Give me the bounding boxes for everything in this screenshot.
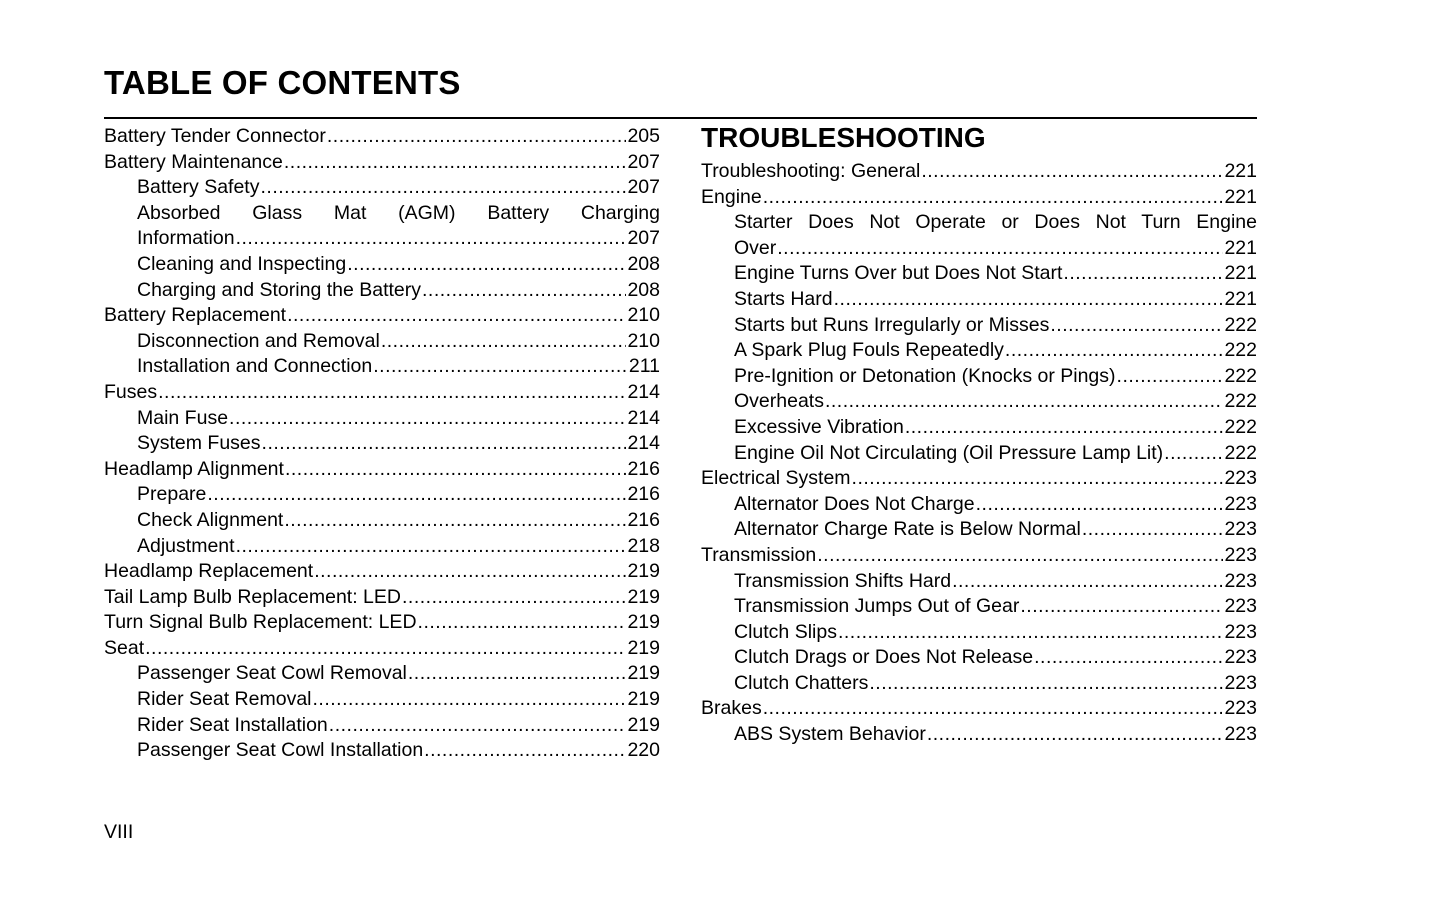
section-heading: TROUBLESHOOTING [701,122,986,153]
toc-entry[interactable] [104,713,660,739]
toc-entry[interactable] [701,364,1257,390]
toc-entry-label: Engine [701,185,762,208]
toc-entry-label: Information [137,227,235,250]
toc-entry-page: 220 [627,739,660,762]
toc-entry-page: 219 [627,560,660,583]
dot-leader [381,329,627,355]
toc-entry-page: 223 [1224,620,1257,643]
toc-entry-label: Battery Safety [137,176,260,199]
toc-entry-label: Engine Oil Not Circulating (Oil Pressure Lamp Lit) [734,441,1164,464]
toc-entry-page: 222 [1224,339,1257,362]
toc-entry-page: 219 [627,662,660,685]
toc-entry-label: Seat [104,636,145,659]
toc-entry-label: Installation and Connection [137,355,373,378]
toc-entry-page: 222 [1224,441,1257,464]
toc-entry[interactable] [701,313,1257,339]
toc-entry[interactable] [104,201,660,227]
toc-entry[interactable] [104,508,660,534]
dot-leader [373,354,628,380]
toc-entry[interactable] [104,329,660,355]
toc-entry-label: Battery Replacement [104,304,287,327]
dot-leader [314,559,626,585]
dot-leader [825,389,1223,415]
toc-entry[interactable] [701,338,1257,364]
dot-leader [1063,261,1223,287]
dot-leader [869,671,1223,697]
toc-entry-page: 214 [627,432,660,455]
toc-entry[interactable] [701,594,1257,620]
toc-entry-page: 223 [1224,723,1257,746]
toc-entry-page: 221 [1224,236,1257,259]
toc-entry-label: Clutch Chatters [734,671,869,694]
toc-entry[interactable] [701,517,1257,543]
toc-entry-page: 221 [1224,262,1257,285]
toc-entry-page: 205 [627,125,660,147]
toc-entry-label: Engine Turns Over but Does Not Start [734,262,1063,285]
toc-entry[interactable] [701,415,1257,441]
dot-leader [402,585,626,611]
dot-leader [1082,517,1224,543]
toc-entry-label: Starts but Runs Irregularly or Misses [734,313,1050,336]
toc-entry-page: 221 [1224,185,1257,208]
dot-leader [408,661,627,687]
title-divider [104,117,1257,119]
dot-leader [284,150,627,176]
toc-entry-label: Rider Seat Removal [137,688,312,711]
dot-leader [262,431,627,457]
toc-entry-page: 219 [627,585,660,608]
toc-entry-page: 219 [627,713,660,736]
toc-entry-label: A Spark Plug Fouls Repeatedly [734,339,1004,362]
dot-leader [347,252,626,278]
toc-entry-label: Transmission [701,543,817,566]
toc-entry-page: 207 [627,150,660,173]
toc-entry-label: Electrical System [701,467,851,490]
toc-entry-label: Absorbed Glass Mat (AGM) Battery Charging [137,201,660,224]
toc-entry[interactable] [104,303,660,329]
toc-entry[interactable] [104,252,660,278]
toc-entry-page: 214 [627,406,660,429]
toc-entry-label: Prepare [137,483,207,506]
toc-entry-label: Brakes [701,697,762,720]
toc-entry[interactable] [104,431,660,457]
toc-entry[interactable] [104,585,660,611]
toc-entry[interactable] [701,696,1257,722]
dot-leader [422,278,626,304]
toc-entry[interactable] [701,671,1257,697]
toc-entry-page: 223 [1224,543,1257,566]
toc-entry-page: 223 [1224,467,1257,490]
toc-entry-label: Alternator Does Not Charge [734,492,975,515]
dot-leader [1164,441,1223,467]
toc-entry[interactable] [701,185,1257,211]
toc-entry-label: Transmission Shifts Hard [734,569,952,592]
toc-entry-label: Pre-Ignition or Detonation (Knocks or Pings) [734,364,1116,387]
toc-entry-page: 223 [1224,518,1257,541]
toc-entry-label: Battery Tender Connector [104,125,326,147]
toc-entry[interactable] [701,261,1257,287]
toc-entry[interactable] [104,226,660,252]
dot-leader [1005,338,1224,364]
dot-leader [905,415,1224,441]
toc-entry[interactable] [701,441,1257,467]
toc-entry[interactable] [701,236,1257,262]
toc-entry-page: 223 [1224,646,1257,669]
toc-entry[interactable] [104,150,660,176]
toc-entry-page: 210 [627,304,660,327]
toc-entry[interactable] [104,124,660,150]
toc-entry[interactable] [104,278,660,304]
toc-entry[interactable] [701,722,1257,748]
toc-entry-label: Clutch Drags or Does Not Release [734,646,1034,669]
toc-entry-label: Headlamp Replacement [104,560,314,583]
toc-entry-page: 216 [627,483,660,506]
toc-entry-label: Main Fuse [137,406,229,429]
toc-entry[interactable] [104,636,660,662]
toc-entry-page: 219 [627,611,660,634]
toc-entry[interactable] [701,389,1257,415]
toc-entry-label: ABS System Behavior [734,723,926,746]
dot-leader [418,610,627,636]
toc-entry[interactable] [104,738,660,764]
toc-entry[interactable] [701,466,1257,492]
toc-entry-label: Starter Does Not Operate or Does Not Turn Engine [734,211,1257,234]
dot-leader [1117,364,1224,390]
toc-entry-page: 214 [627,380,660,403]
dot-leader [921,159,1223,185]
dot-leader [284,508,626,534]
dot-leader [834,287,1224,313]
toc-entry-label: Rider Seat Installation [137,713,328,736]
toc-entry[interactable] [701,492,1257,518]
dot-leader [260,175,626,201]
toc-entry-page: 222 [1224,390,1257,413]
toc-entry[interactable] [104,661,660,687]
toc-entry-page: 223 [1224,492,1257,515]
toc-entry-label: Over [734,236,777,259]
dot-leader [313,687,627,713]
toc-entry[interactable] [104,457,660,483]
toc-entry-label: Transmission Jumps Out of Gear [734,595,1020,618]
dot-leader [1020,594,1223,620]
page-number: VIII [104,821,134,843]
toc-entry-page: 208 [627,252,660,275]
toc-entry-page: 207 [627,176,660,199]
toc-entry-page: 222 [1224,364,1257,387]
toc-entry-page: 223 [1224,569,1257,592]
toc-entry-label: Troubleshooting: General [701,160,921,182]
toc-entry-label: Headlamp Alignment [104,457,284,480]
toc-entry[interactable] [104,175,660,201]
toc-entry[interactable] [104,559,660,585]
toc-entry-label: Clutch Slips [734,620,837,643]
dot-leader [976,492,1224,518]
toc-entry-page: 211 [628,355,660,378]
toc-entry[interactable] [104,534,660,560]
dot-leader [817,543,1223,569]
toc-entry-label: System Fuses [137,432,261,455]
toc-entry-page: 219 [627,636,660,659]
toc-entry-page: 210 [627,329,660,352]
toc-entry[interactable] [701,159,1257,185]
toc-entry[interactable] [701,645,1257,671]
dot-leader [424,738,626,764]
dot-leader [1034,645,1223,671]
toc-entry-label: Tail Lamp Bulb Replacement: LED [104,585,401,608]
toc-entry-label: Excessive Vibration [734,415,904,438]
toc-entry[interactable] [701,287,1257,313]
toc-right-column [701,121,1257,748]
toc-entry[interactable] [701,620,1257,646]
toc-entry-label: Fuses [104,380,158,403]
toc-entry-label: Charging and Storing the Battery [137,278,422,301]
toc-entry-page: 219 [627,688,660,711]
dot-leader [329,713,627,739]
toc-entry-label: Cleaning and Inspecting [137,252,347,275]
dot-leader [1050,313,1223,339]
toc-entry-page: 218 [627,534,660,557]
toc-entry-page: 223 [1224,595,1257,618]
dot-leader [838,620,1223,646]
dot-leader [763,185,1224,211]
toc-left-column [104,124,660,764]
toc-entry-label: Disconnection and Removal [137,329,380,352]
toc-entry-page: 221 [1224,160,1257,182]
toc-entry-label: Alternator Charge Rate is Below Normal [734,518,1081,541]
toc-entry-page: 216 [627,508,660,531]
toc-entry-label: Adjustment [137,534,235,557]
dot-leader [236,534,627,560]
dot-leader [287,303,626,329]
toc-entry-label: Battery Maintenance [104,150,283,173]
toc-entry[interactable] [104,482,660,508]
toc-entry[interactable] [104,687,660,713]
toc-entry-page: 208 [627,278,660,301]
toc-entry-label: Passenger Seat Cowl Removal [137,662,407,685]
toc-entry[interactable] [104,380,660,406]
toc-entry[interactable] [104,354,660,380]
toc-entry-page: 223 [1224,671,1257,694]
dot-leader [327,124,627,150]
toc-entry[interactable] [104,406,660,432]
toc-entry-label: Check Alignment [137,508,284,531]
dot-leader [236,226,627,252]
dot-leader [229,406,626,432]
toc-entry-page: 207 [627,227,660,250]
page-title: TABLE OF CONTENTS [104,64,461,101]
toc-entry-page: 221 [1224,287,1257,310]
dot-leader [852,466,1224,492]
dot-leader [285,457,627,483]
toc-entry[interactable] [701,569,1257,595]
dot-leader [763,696,1224,722]
toc-entry[interactable] [104,610,660,636]
troubleshooting-entries [701,159,1257,748]
toc-entry-label: Turn Signal Bulb Replacement: LED [104,611,417,634]
dot-leader [952,569,1223,595]
dot-leader [777,236,1223,262]
toc-entry-label: Passenger Seat Cowl Installation [137,739,424,762]
dot-leader [158,380,626,406]
dot-leader [207,482,626,508]
toc-entry-page: 222 [1224,313,1257,336]
toc-entry-page: 223 [1224,697,1257,720]
dot-leader [145,636,626,662]
toc-entry-page: 222 [1224,415,1257,438]
toc-entry-label: Overheats [734,390,824,413]
toc-entry[interactable] [701,210,1257,236]
toc-entry-label: Starts Hard [734,287,833,310]
dot-leader [927,722,1224,748]
toc-entry-page: 216 [627,457,660,480]
toc-entry[interactable] [701,543,1257,569]
